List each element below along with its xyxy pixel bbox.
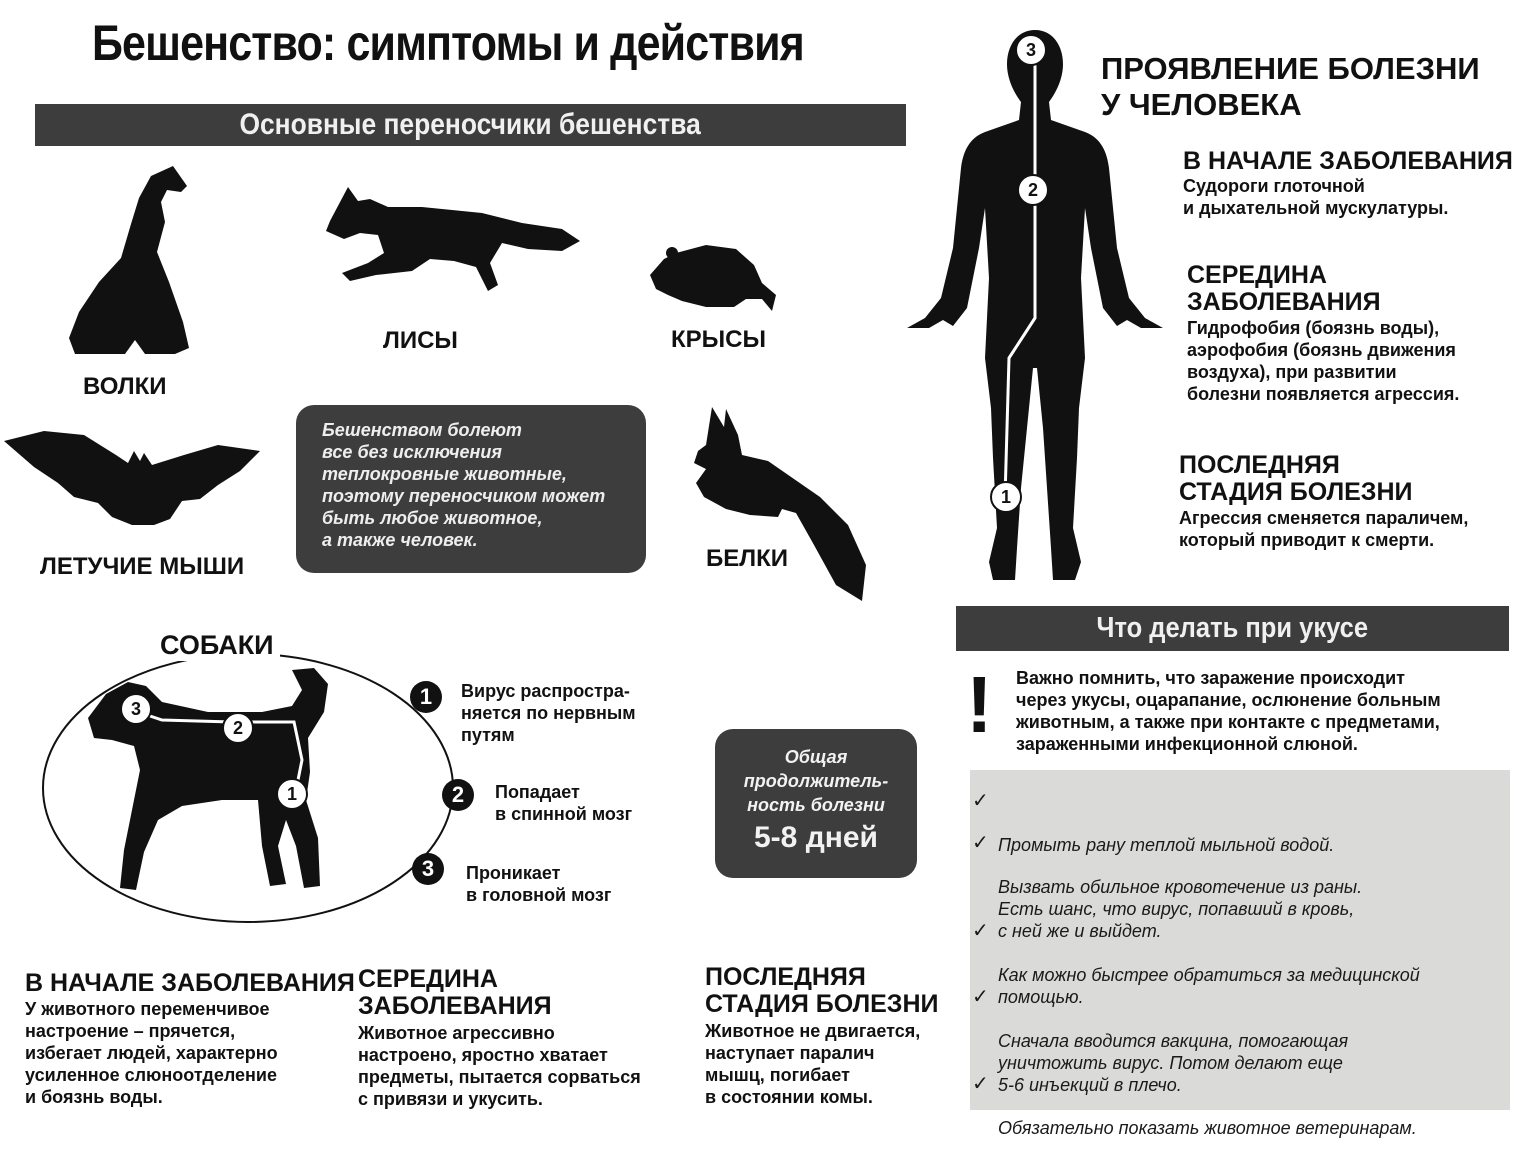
check-text-1: Промыть рану теплой мыльной водой. — [998, 835, 1335, 855]
animal-stage-3-title: ПОСЛЕДНЯЯ СТАДИЯ БОЛЕЗНИ — [705, 963, 939, 1018]
check-text-3: Как можно быстрее обратиться за медицинской помощью. — [998, 965, 1420, 1007]
dog-marker-3: 3 — [120, 693, 152, 725]
wolf-icon — [65, 162, 195, 362]
animal-stage-1-text: У животного переменчивое настроение – прячется, избегает людей, характерно усиленное слюноотделение и боязнь воды. — [25, 999, 278, 1107]
squirrel-icon — [686, 405, 870, 605]
carriers-header-text: Основные переносчики бешенства — [239, 108, 702, 141]
page-title: Бешенство: симптомы и действия — [92, 15, 804, 71]
duration-text: Общая продолжитель- ность болезни — [743, 747, 889, 815]
step-3-badge: 3 — [412, 853, 444, 885]
bite-checklist — [970, 770, 1510, 1138]
animal-stage-2-text: Животное агрессивно настроено, яростно хватает предметы, пытается сорваться с привязи и укусить. — [358, 1023, 641, 1109]
check-icon: ✓ — [972, 790, 989, 812]
duration-value: 5-8 дней — [754, 821, 878, 854]
bite-header-text: Что делать при укусе — [1096, 612, 1369, 644]
bite-warning: Важно помнить, что заражение происходит через укусы, оцарапание, ослюнение больным животным, а также при контакте с предметами, зараженными инфекционной слюной. — [1016, 668, 1441, 754]
check-icon: ✓ — [972, 1073, 989, 1095]
step-1-badge: 1 — [410, 681, 442, 713]
fox-icon — [322, 183, 584, 298]
check-icon: ✓ — [972, 920, 989, 942]
human-stage-3-title: ПОСЛЕДНЯЯ СТАДИЯ БОЛЕЗНИ — [1179, 451, 1413, 506]
exclamation-icon: ! — [966, 660, 993, 749]
human-stage-2-title: СЕРЕДИНА ЗАБОЛЕВАНИЯ — [1187, 261, 1381, 316]
wolves-label: ВОЛКИ — [83, 373, 167, 400]
dog-nerve-markers — [0, 0, 1, 1]
foxes-label: ЛИСЫ — [383, 327, 458, 354]
human-title: ПРОЯВЛЕНИЕ БОЛЕЗНИ У ЧЕЛОВЕКА — [1101, 51, 1480, 122]
check-icon: ✓ — [972, 986, 989, 1008]
dog-marker-1: 1 — [276, 778, 308, 810]
step-2-text: Попадает в спинной мозг — [495, 782, 633, 824]
animal-stage-1-title: В НАЧАЛЕ ЗАБОЛЕВАНИЯ — [25, 969, 355, 997]
animal-stage-3-text: Животное не двигается, наступает паралич мышц, погибает в состоянии комы. — [705, 1021, 921, 1107]
step-3-text: Проникает в головной мозг — [466, 863, 612, 905]
bite-header — [956, 606, 1509, 651]
check-icon: ✓ — [972, 832, 989, 854]
human-marker-1: 1 — [990, 481, 1022, 513]
rat-icon — [646, 237, 778, 317]
dog-marker-2: 2 — [222, 712, 254, 744]
bat-icon — [4, 425, 260, 530]
step-2-badge: 2 — [442, 779, 474, 811]
bats-label: ЛЕТУЧИЕ МЫШИ — [40, 553, 245, 580]
animal-stage-2-title: СЕРЕДИНА ЗАБОЛЕВАНИЯ — [358, 965, 552, 1020]
rats-label: КРЫСЫ — [671, 326, 766, 353]
human-marker-2: 2 — [1017, 174, 1049, 206]
check-item-5 — [972, 1073, 1417, 1161]
dogs-label: СОБАКИ — [154, 630, 280, 661]
human-stage-2-text: Гидрофобия (боязнь воды), аэрофобия (боязнь движения воздуха), при развитии болезни появляется агрессия. — [1187, 318, 1460, 404]
step-1-text: Вирус распростра- няется по нервным путям — [461, 681, 636, 745]
human-stage-1-title: В НАЧАЛЕ ЗАБОЛЕВАНИЯ — [1183, 147, 1513, 175]
carriers-note: Бешенством болеют все без исключения теплокровные животные, поэтому переносчиком может быть любое животное, а также человек. — [296, 405, 646, 573]
duration-box — [715, 729, 917, 878]
check-text-5: Обязательно показать животное ветеринарам. — [998, 1118, 1417, 1138]
human-marker-3: 3 — [1015, 34, 1047, 66]
human-stage-3-text: Агрессия сменяется параличем, который приводит к смерти. — [1179, 508, 1469, 550]
carriers-header — [35, 104, 906, 146]
check-text-2: Вызвать обильное кровотечение из раны. Есть шанс, что вирус, попавший в кровь, с ней же и выйдет. — [998, 877, 1363, 941]
check-text-4: Сначала вводится вакцина, помогающая уничтожить вирус. Потом делают еще 5-6 инъекций в плечо. — [998, 1031, 1349, 1095]
squirrels-label: БЕЛКИ — [706, 545, 788, 572]
human-stage-1-text: Судороги глоточной и дыхательной мускулатуры. — [1183, 176, 1449, 218]
